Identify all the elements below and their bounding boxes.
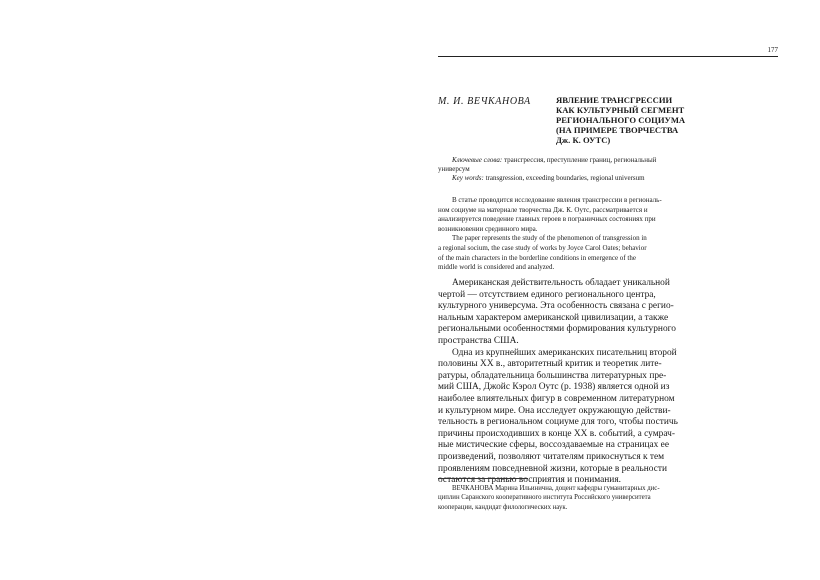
- keywords-ru-label: Ключевые слова:: [452, 156, 503, 164]
- body-line: культурного универсума. Эта особенность связана с регио-: [438, 301, 674, 312]
- keywords-block: [438, 156, 778, 183]
- journal-page: [438, 40, 778, 560]
- body-line: Американская действительность обладает уникальной: [452, 278, 670, 288]
- article-title: [556, 95, 778, 145]
- keywords-en-text: transgression, exceeding boundaries, regional universum: [483, 174, 645, 182]
- body-line: чертой — отсутствием единого регионального центра,: [438, 289, 656, 300]
- body-line: ные мистические сферы, воссоздаваемые на страницах ее: [438, 440, 670, 451]
- body-line: пространства США.: [438, 335, 519, 346]
- body-line: ратуры, обладательница большинства литературных пре-: [438, 370, 667, 381]
- body-line: мий США, Джойс Кэрол Оутс (р. 1938) является одной из: [438, 382, 670, 393]
- body-line: и культурном мире. Она исследует окружающую действи-: [438, 405, 671, 416]
- footnote-line: кооперации, кандидат филологических наук.: [438, 503, 568, 511]
- page-number: 177: [767, 46, 778, 54]
- footnote-line: циплин Саранского кооперативного института Российского университета: [438, 494, 651, 502]
- body-line: причины происходивших в конце XX в. событий, а сумрач-: [438, 428, 675, 439]
- footnote-line: ВЕЧКАНОВА Марина Ильинична, доцент кафедры гуманитарных дис-: [452, 485, 660, 492]
- body-line: наиболее влиятельных фигур в современном литературном: [438, 393, 675, 404]
- body-line: тельность в региональном социуме для того, чтобы постичь: [438, 417, 678, 428]
- body-line: проявлениям повседневной жизни, которые в реальности: [438, 463, 667, 474]
- article-body: [438, 278, 778, 487]
- title-line: КАК КУЛЬТУРНЫЙ СЕГМЕНТ: [556, 105, 685, 115]
- title-line: РЕГИОНАЛЬНОГО СОЦИУМА: [556, 115, 686, 125]
- header-rule: [438, 56, 778, 57]
- abstract-line: анализируется поведение главных героев в пограничных состояниях при: [438, 215, 656, 224]
- body-line: региональными особенностями формирования культурного: [438, 324, 676, 335]
- body-line: нальным характером американской цивилизации, а также: [438, 312, 669, 323]
- abstract-line: возникновении срединного мира.: [438, 224, 538, 233]
- title-line: ЯВЛЕНИЕ ТРАНСГРЕССИИ: [556, 95, 673, 105]
- title-line: Дж. К. ОУТС): [556, 135, 611, 145]
- keywords-ru: [438, 156, 778, 165]
- body-line: остаются за гранью восприятия и понимания.: [438, 475, 621, 486]
- author-footnote: [438, 484, 778, 512]
- keywords-en-label: Key words:: [452, 174, 484, 182]
- abstract-line: В статье проводится исследование явления трансгрессии в региональ-: [452, 196, 662, 204]
- body-line: половины XX в., авторитетный критик и теоретик лите-: [438, 359, 662, 370]
- body-line: Одна из крупнейших американских писательниц второй: [452, 347, 677, 358]
- keywords-en: [438, 174, 778, 183]
- abstract-line: a regional socium, the case study of works by Joyce Carol Oates; behavior: [438, 243, 647, 252]
- body-line: произведений, позволяют читателям прикоснуться к тем: [438, 451, 665, 462]
- keywords-ru-continued: универсум: [438, 165, 470, 173]
- footnote-rule: [438, 478, 528, 479]
- abstract-line: of the main characters in the borderline conditions in emergence of the: [438, 253, 636, 262]
- title-line: (НА ПРИМЕРЕ ТВОРЧЕСТВА: [556, 125, 679, 135]
- abstract-line: The paper represents the study of the phenomenon of transgression in: [452, 234, 647, 243]
- keywords-ru-text: трансгрессия, преступление границ, региональный: [502, 156, 657, 164]
- abstract-block: [438, 196, 778, 273]
- abstract-line: ном социуме на материале творчества Дж. К. Оутс, рассматривается и: [438, 205, 648, 214]
- abstract-line: middle world is considered and analyzed.: [438, 263, 555, 272]
- article-author: М. И. ВЕЧКАНОВА: [438, 96, 531, 107]
